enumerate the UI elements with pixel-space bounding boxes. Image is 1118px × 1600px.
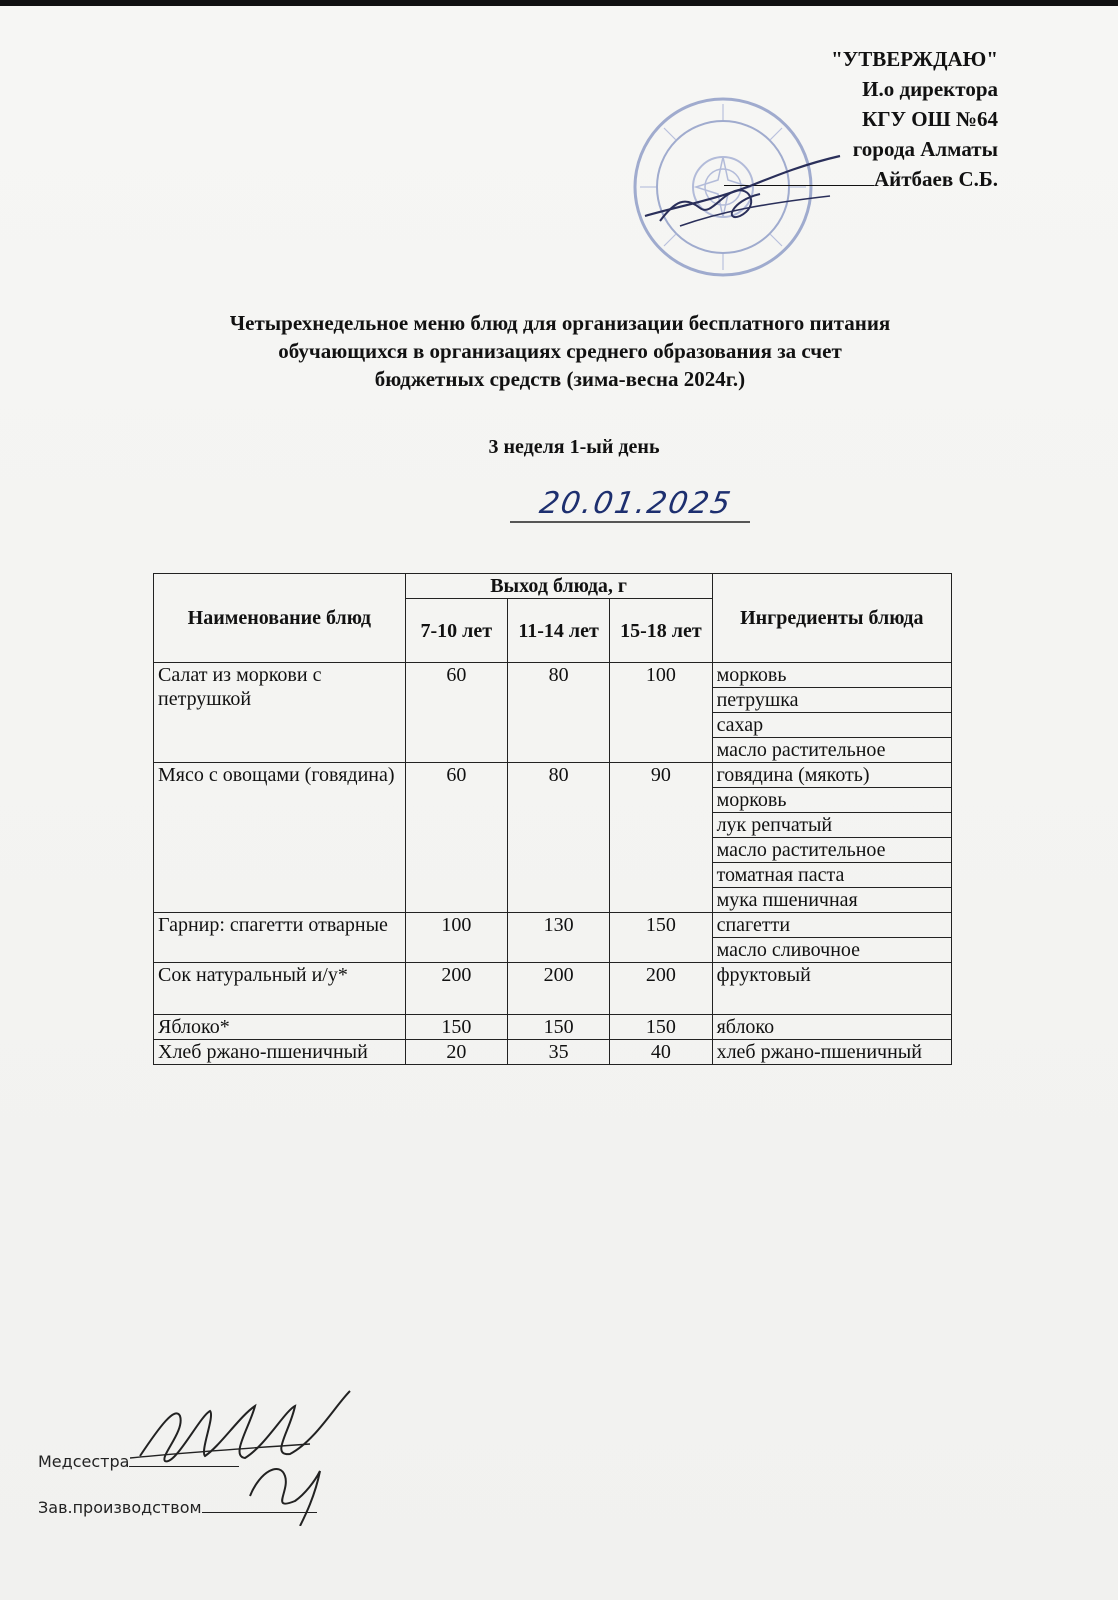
yield-11-14: 200 [507, 963, 609, 1015]
header-ingredients: Ингредиенты блюда [712, 574, 951, 663]
title-line-2: обучающихся в организациях среднего образования за счет [278, 339, 842, 363]
handwritten-date: 20.01.2025 [536, 486, 735, 521]
ingredient: яблоко [712, 1015, 951, 1040]
nurse-line [38, 1452, 239, 1471]
ingredient: сахар [712, 713, 951, 738]
yield-15-18: 200 [610, 963, 712, 1015]
menu-table [153, 573, 952, 1065]
dish-name: Сок натуральный и/у* [154, 963, 406, 1015]
header-age-11-14: 11-14 лет [507, 599, 609, 663]
nurse-label: Медсестра [38, 1452, 130, 1471]
table-row [154, 1040, 952, 1065]
yield-7-10: 20 [405, 1040, 507, 1065]
production-manager-line [38, 1498, 317, 1517]
ingredient: хлеб ржано-пшеничный [712, 1040, 951, 1065]
approval-city: города Алматы [852, 137, 998, 161]
approval-heading: "УТВЕРЖДАЮ" [831, 47, 998, 71]
header-dish-name: Наименование блюд [154, 574, 406, 663]
ingredient: фруктовый [712, 963, 951, 1015]
ingredient: масло растительное [712, 838, 951, 863]
table-row [154, 913, 952, 938]
yield-15-18: 90 [610, 763, 712, 913]
dish-name: Хлеб ржано-пшеничный [154, 1040, 406, 1065]
dish-name: Салат из моркови с петрушкой [154, 663, 406, 763]
table-row [154, 663, 952, 688]
ingredient: масло растительное [712, 738, 951, 763]
ingredient: мука пшеничная [712, 888, 951, 913]
dish-name: Мясо с овощами (говядина) [154, 763, 406, 913]
production-manager-label: Зав.производством [38, 1498, 202, 1517]
yield-11-14: 150 [507, 1015, 609, 1040]
yield-11-14: 80 [507, 663, 609, 763]
yield-7-10: 150 [405, 1015, 507, 1040]
dish-name: Гарнир: спагетти отварные [154, 913, 406, 963]
approval-role: И.о директора [862, 77, 998, 101]
approval-org: КГУ ОШ №64 [862, 107, 998, 131]
title-line-3: бюджетных средств (зима-весна 2024г.) [374, 367, 746, 391]
ingredient: масло сливочное [712, 938, 951, 963]
table-row [154, 1015, 952, 1040]
director-signature [640, 146, 850, 236]
yield-7-10: 100 [405, 913, 507, 963]
ingredient: морковь [712, 788, 951, 813]
approval-name: Айтбаев С.Б. [724, 164, 998, 194]
ingredient: говядина (мякоть) [712, 763, 951, 788]
table-row [154, 963, 952, 1015]
header-age-15-18: 15-18 лет [610, 599, 712, 663]
yield-15-18: 150 [610, 913, 712, 963]
yield-15-18: 100 [610, 663, 712, 763]
title-line-1: Четырехнедельное меню блюд для организации бесплатного питания [229, 311, 891, 335]
yield-7-10: 200 [405, 963, 507, 1015]
header-age-7-10: 7-10 лет [405, 599, 507, 663]
yield-15-18: 40 [610, 1040, 712, 1065]
yield-15-18: 150 [610, 1015, 712, 1040]
yield-7-10: 60 [405, 663, 507, 763]
week-day-label: 3 неделя 1-ый день [488, 436, 660, 458]
dish-name: Яблоко* [154, 1015, 406, 1040]
yield-11-14: 35 [507, 1040, 609, 1065]
ingredient: томатная паста [712, 863, 951, 888]
ingredient: морковь [712, 663, 951, 688]
ingredient: петрушка [712, 688, 951, 713]
yield-11-14: 80 [507, 763, 609, 913]
header-yield: Выход блюда, г [405, 574, 712, 599]
ingredient: спагетти [712, 913, 951, 938]
document-title [150, 309, 970, 393]
table-row [154, 763, 952, 788]
ingredient: лук репчатый [712, 813, 951, 838]
yield-7-10: 60 [405, 763, 507, 913]
yield-11-14: 130 [507, 913, 609, 963]
